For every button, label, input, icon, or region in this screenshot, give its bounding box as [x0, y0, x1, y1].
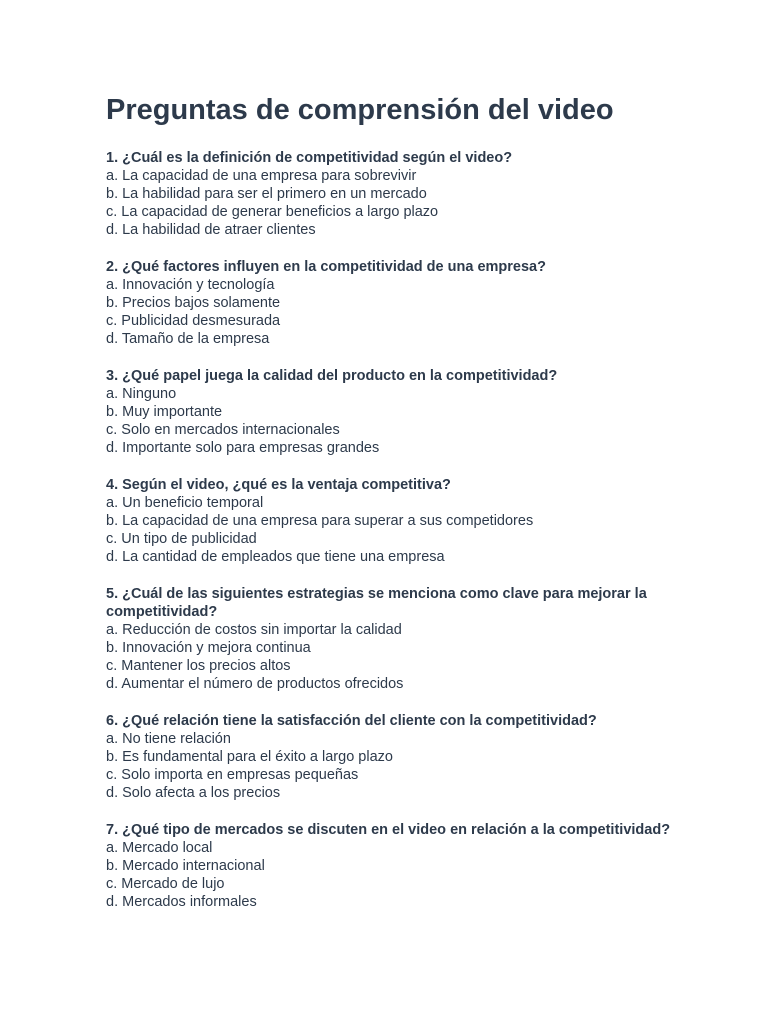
- question-text: 5. ¿Cuál de las siguientes estrategias se menciona como clave para mejorar la competitividad?: [106, 586, 647, 620]
- options-list: [106, 730, 706, 802]
- question-text: 1. ¿Cuál es la definición de competitividad según el video?: [106, 150, 513, 166]
- question-block-7: [106, 821, 706, 911]
- option-c: c. Mantener los precios altos: [106, 658, 291, 674]
- option-d: d. Solo afecta a los precios: [106, 785, 281, 801]
- option-a: a. No tiene relación: [106, 731, 231, 747]
- option-d: d. Tamaño de la empresa: [106, 331, 270, 347]
- option-d: d. Aumentar el número de productos ofrecidos: [106, 676, 404, 692]
- option-b: b. Innovación y mejora continua: [106, 640, 311, 656]
- option-a: a. Innovación y tecnología: [106, 277, 275, 293]
- question-text: 3. ¿Qué papel juega la calidad del producto en la competitividad?: [106, 368, 558, 384]
- question-block-5: [106, 585, 706, 693]
- option-a: a. Ninguno: [106, 386, 177, 402]
- option-b: b. La habilidad para ser el primero en un mercado: [106, 186, 427, 202]
- option-a: a. Reducción de costos sin importar la calidad: [106, 622, 402, 638]
- options-list: [106, 385, 706, 457]
- option-a: a. Un beneficio temporal: [106, 495, 264, 511]
- option-a: a. Mercado local: [106, 840, 213, 856]
- question-block-2: [106, 258, 706, 348]
- option-b: b. La capacidad de una empresa para superar a sus competidores: [106, 513, 534, 529]
- option-c: c. Solo en mercados internacionales: [106, 422, 340, 438]
- option-b: b. Mercado internacional: [106, 858, 265, 874]
- options-list: [106, 621, 706, 693]
- option-b: b. Muy importante: [106, 404, 223, 420]
- question-block-6: [106, 712, 706, 802]
- option-d: d. La cantidad de empleados que tiene una empresa: [106, 549, 445, 565]
- option-c: c. Un tipo de publicidad: [106, 531, 257, 547]
- option-d: d. Importante solo para empresas grandes: [106, 440, 380, 456]
- option-d: d. La habilidad de atraer clientes: [106, 222, 316, 238]
- options-list: [106, 276, 706, 348]
- question-text: 7. ¿Qué tipo de mercados se discuten en el video en relación a la competitividad?: [106, 822, 671, 838]
- option-c: c. La capacidad de generar beneficios a largo plazo: [106, 204, 439, 220]
- option-c: c. Solo importa en empresas pequeñas: [106, 767, 359, 783]
- options-list: [106, 839, 706, 911]
- document-page: [106, 92, 706, 930]
- question-text: 6. ¿Qué relación tiene la satisfacción del cliente con la competitividad?: [106, 713, 597, 729]
- option-c: c. Publicidad desmesurada: [106, 313, 281, 329]
- option-c: c. Mercado de lujo: [106, 876, 225, 892]
- question-text: 4. Según el video, ¿qué es la ventaja competitiva?: [106, 477, 451, 493]
- option-b: b. Es fundamental para el éxito a largo plazo: [106, 749, 393, 765]
- question-text: 2. ¿Qué factores influyen en la competitividad de una empresa?: [106, 259, 546, 275]
- options-list: [106, 494, 706, 566]
- option-b: b. Precios bajos solamente: [106, 295, 281, 311]
- question-block-4: [106, 476, 706, 566]
- page-title: Preguntas de comprensión del video: [106, 94, 614, 126]
- option-a: a. La capacidad de una empresa para sobrevivir: [106, 168, 417, 184]
- question-block-3: [106, 367, 706, 457]
- option-d: d. Mercados informales: [106, 894, 257, 910]
- question-block-1: [106, 149, 706, 239]
- options-list: [106, 167, 706, 239]
